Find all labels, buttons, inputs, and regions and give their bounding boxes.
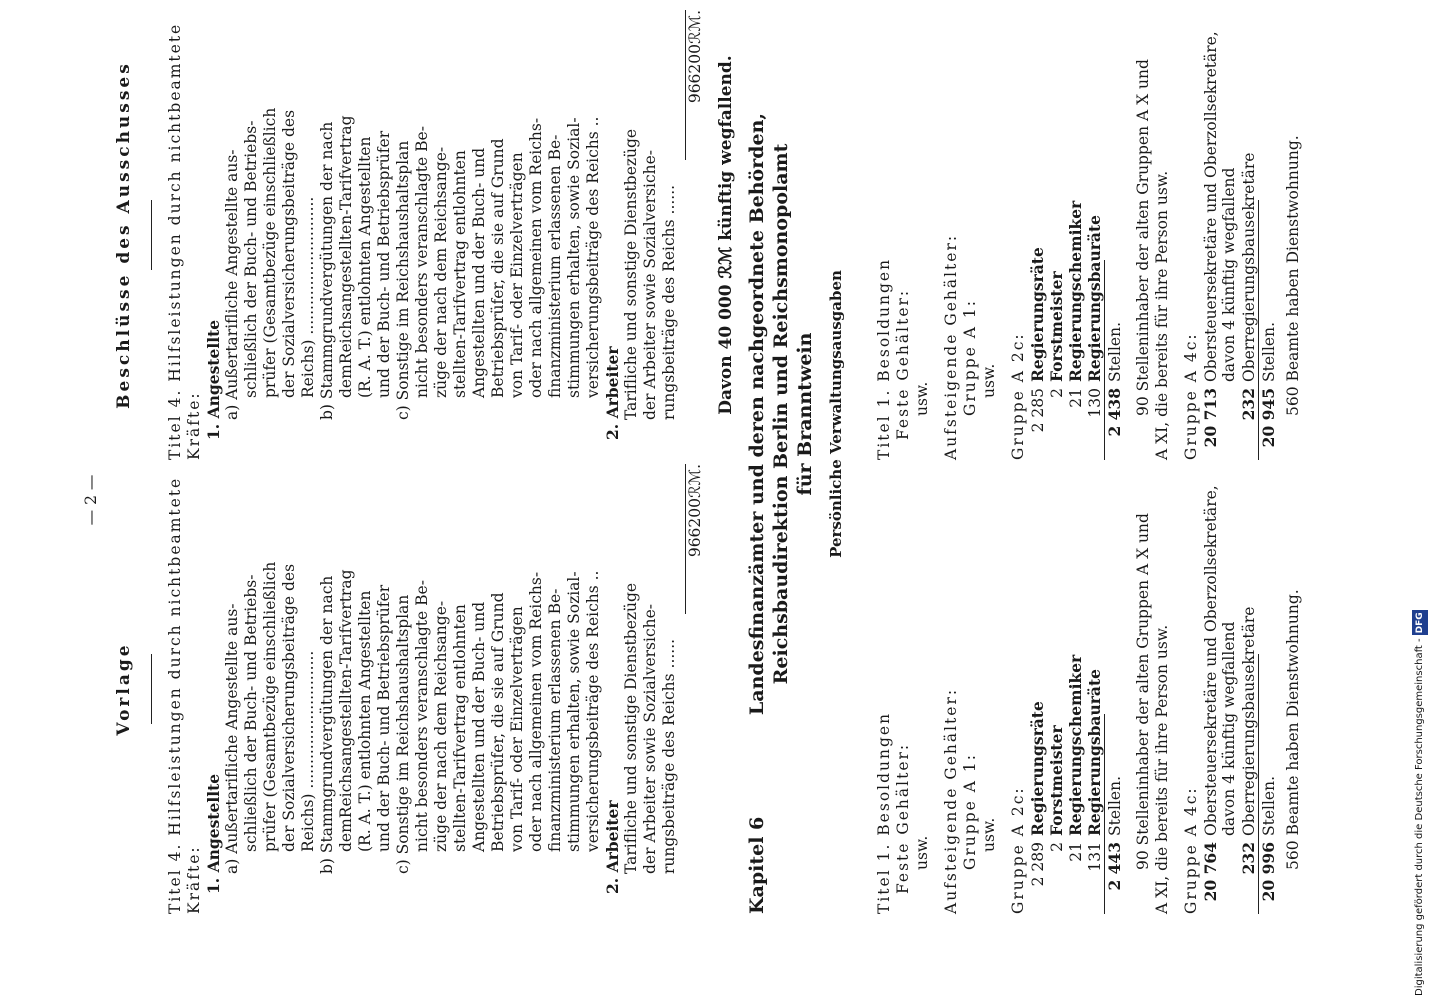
kapitel-title-3: für Branntwein: [794, 332, 816, 496]
pos-c-line: c) Sonstige im Reichshaushaltsplan: [394, 594, 412, 874]
pos-c-line: c) Sonstige im Reichshaushaltsplan: [394, 140, 412, 420]
titel-1: Titel 1. Besoldungen: [875, 711, 893, 914]
page-number: — 2 —: [82, 474, 100, 526]
beschluesse-heading: Beschlüsse des Ausschusses: [114, 61, 134, 409]
a4c-title: Oberregierungsbausekretäre: [1240, 606, 1258, 836]
a2c-row: [1085, 215, 1105, 460]
arbeiter-line: rungsbeiträge des Reichs ......: [660, 638, 678, 874]
stellen-label: Stellen.: [1106, 321, 1124, 382]
note-90-line2: A XI, die bereits für ihre Person usw.: [1153, 624, 1171, 914]
a2c-total-row: [1105, 474, 1124, 914]
total-row: [685, 10, 705, 160]
stellen-label: Stellen.: [1260, 775, 1278, 836]
item-angestellte: 1. Angestellte: [204, 319, 223, 440]
a2c-row: [1047, 474, 1066, 914]
a4c-row: [1220, 474, 1239, 914]
a4c-title: davon 4 künftig wegfallend: [1220, 167, 1238, 382]
spacer: [999, 474, 1009, 914]
spacer: [932, 20, 942, 460]
a2c-count: 2: [1048, 388, 1066, 398]
pos-a-line: der Sozialversicherungsbeiträge des: [280, 563, 298, 852]
pos-c-line: versicherungsbeiträge des Reichs ..: [584, 116, 602, 398]
a4c-row: [1220, 20, 1239, 460]
pos-c-line: von Tarif- oder Einzelverträgen: [508, 152, 526, 398]
pos-c-line: stimmungen erhalten, sowie Sozial-: [565, 117, 583, 398]
a2c-title: Regierungschemiker: [1066, 654, 1085, 836]
beschluesse-kapitel-column: [875, 20, 1303, 460]
a4c-title: Obersteuersekretäre und Oberzollsekretäre,: [1202, 31, 1220, 382]
a4c-row: [1201, 474, 1220, 914]
pos-c-line: oder nach allgemeinen vom Reichs-: [527, 117, 545, 398]
item-arbeiter: 2. Arbeiter: [603, 800, 622, 894]
heading-rule: [151, 654, 152, 724]
pos-b-line: und der Buch- und Betriebsprüfer: [375, 130, 393, 398]
a4c-count: 20 764: [1201, 842, 1220, 902]
a4c-total: 20 945: [1259, 388, 1278, 448]
aufsteigende-gehaelter: Aufsteigende Gehälter:: [942, 233, 960, 460]
pos-a-line: a) Außertarifliche Angestellte aus-: [223, 149, 241, 420]
a2c-total: 2 438: [1105, 388, 1124, 437]
a4c-title: Oberregierungsbausekretäre: [1240, 152, 1258, 382]
a2c-count: 2 289: [1029, 842, 1047, 887]
arbeiter-line: Tarifliche und sonstige Dienstbezüge: [622, 582, 640, 874]
a4c-total: 20 996: [1259, 842, 1278, 902]
a2c-title: Regierungsräte: [1028, 247, 1047, 382]
gruppe-a4c: Gruppe A 4c:: [1182, 786, 1200, 914]
item-arbeiter: 2. Arbeiter: [603, 346, 622, 440]
kapitel-label: Kapitel 6: [746, 816, 768, 914]
usw: usw.: [913, 835, 931, 870]
pos-c-line: finanzministerium erlassenen Be-: [546, 588, 564, 852]
pos-c-line: stellten-Tarifvertrag entlohnten: [451, 150, 469, 398]
total-amount: 966200: [686, 498, 704, 558]
a4c-row: [1201, 20, 1220, 460]
pos-c-line: nicht besonders veranschlagte Be-: [413, 580, 431, 852]
pos-a-line: prüfer (Gesamtbezüge einschließlich: [261, 107, 279, 398]
vorlage-column: [115, 464, 705, 914]
a2c-title: Regierungsbauräte: [1085, 669, 1104, 836]
kapitel-title-2: Reichsbaudirektion Berlin und Reichsmonopolamt: [770, 143, 792, 685]
a2c-count: 130: [1086, 388, 1104, 418]
arbeiter-line: der Arbeiter sowie Sozialversiche-: [641, 149, 659, 420]
a2c-title: Forstmeister: [1047, 271, 1066, 382]
pos-c-line: Betriebsprüfer, die sie auf Grund: [489, 138, 507, 398]
pos-b-line: und der Buch- und Betriebsprüfer: [375, 584, 393, 852]
pos-c-line: stimmungen erhalten, sowie Sozial-: [565, 571, 583, 852]
pos-c-line: züge der nach dem Reichsange-: [432, 146, 450, 398]
usw: usw.: [980, 817, 998, 852]
note-90-line1: 90 Stelleninhaber der alten Gruppen A X und: [1134, 513, 1152, 870]
stellen-label: Stellen.: [1260, 321, 1278, 382]
spacer: [1124, 474, 1134, 914]
sidebar-credit-text: Digitalisierung gefördert durch die Deutsche Forschungsgemeinschaft -: [1414, 638, 1425, 996]
feste-gehaelter: Feste Gehälter:: [894, 288, 912, 440]
spacer: [1172, 20, 1182, 460]
heading-rule: [151, 200, 152, 270]
arbeiter-line: rungsbeiträge des Reichs ......: [660, 184, 678, 420]
a2c-title: Regierungsbauräte: [1085, 215, 1104, 382]
a4c-total-row: [1259, 20, 1278, 460]
a4c-total-row: [1259, 474, 1278, 914]
total-row: [685, 464, 705, 614]
pos-a-line: a) Außertarifliche Angestellte aus-: [223, 603, 241, 874]
pos-b-line: b) Stammgrundvergütungen der nach: [318, 575, 336, 874]
pos-a-line: der Sozialversicherungsbeiträge des: [280, 109, 298, 398]
a2c-row: [1066, 20, 1085, 460]
gruppe-a4c: Gruppe A 4c:: [1182, 332, 1200, 460]
sidebar-credit: [1412, 1, 1428, 996]
pos-c-line: stellten-Tarifvertrag entlohnten: [451, 604, 469, 852]
titel-1: Titel 1. Besoldungen: [875, 257, 893, 460]
a2c-row: [1047, 20, 1066, 460]
titel-4: Titel 4. Hilfsleistungen durch nichtbeamtete Kräfte:: [166, 476, 203, 914]
pos-a-line: Reichs) ............................: [299, 196, 317, 398]
a2c-row: [1085, 669, 1105, 914]
pos-c-line: Angestellten und der Buch- und: [470, 601, 488, 852]
a2c-title: Regierungsräte: [1028, 701, 1047, 836]
pos-b-line: b) Stammgrundvergütungen der nach: [318, 121, 336, 420]
dfg-logo: DFG: [1412, 610, 1428, 635]
a2c-title: Regierungschemiker: [1066, 200, 1085, 382]
beschluesse-column: [115, 10, 736, 460]
pos-b-line: demReichsangestellten-Tarifvertrag: [337, 569, 355, 852]
kapitel-title-1: Landesfinanzämter und deren nachgeordnete Behörden,: [746, 112, 768, 716]
usw: usw.: [913, 381, 931, 416]
a4c-title: davon 4 künftig wegfallend: [1220, 621, 1238, 836]
a2c-count: 21: [1067, 842, 1085, 862]
spacer: [999, 20, 1009, 460]
a4c-count: 232: [1239, 842, 1258, 875]
dienstwohnung-note: 560 Beamte haben Dienstwohnung.: [1284, 135, 1302, 416]
a2c-total: 2 443: [1105, 842, 1124, 891]
pos-c-line: versicherungsbeiträge des Reichs ..: [584, 570, 602, 852]
total-unit: ℛℳ.: [686, 464, 704, 498]
total-amount: 966200: [686, 44, 704, 104]
pos-b-line: demReichsangestellten-Tarifvertrag: [337, 115, 355, 398]
gruppe-a2c: Gruppe A 2c:: [1009, 332, 1027, 460]
usw: usw.: [980, 363, 998, 398]
spacer: [932, 474, 942, 914]
a2c-count: 2: [1048, 842, 1066, 852]
a2c-row: [1066, 474, 1085, 914]
a2c-title: Forstmeister: [1047, 725, 1066, 836]
davon-note: Davon 40 000 ℛℳ künftig wegfallend.: [716, 55, 736, 415]
a2c-total-row: [1105, 20, 1124, 460]
pos-b-line: (R. A. T.) entlohnten Angestellten: [356, 136, 374, 398]
a2c-count: 21: [1067, 388, 1085, 408]
pos-c-line: Betriebsprüfer, die sie auf Grund: [489, 592, 507, 852]
a4c-row: [1239, 606, 1259, 914]
note-90-line1: 90 Stelleninhaber der alten Gruppen A X und: [1134, 59, 1152, 416]
pos-b-line: (R. A. T.) entlohnten Angestellten: [356, 590, 374, 852]
stellen-label: Stellen.: [1106, 775, 1124, 836]
dienstwohnung-note: 560 Beamte haben Dienstwohnung.: [1284, 589, 1302, 870]
pos-c-line: Angestellten und der Buch- und: [470, 147, 488, 398]
a4c-row: [1239, 152, 1259, 460]
a2c-count: 131: [1086, 842, 1104, 872]
feste-gehaelter: Feste Gehälter:: [894, 742, 912, 894]
pos-c-line: finanzministerium erlassenen Be-: [546, 134, 564, 398]
gruppe-a1: Gruppe A 1:: [961, 299, 979, 416]
pos-c-line: nicht besonders veranschlagte Be-: [413, 126, 431, 398]
pos-c-line: züge der nach dem Reichsange-: [432, 600, 450, 852]
vorlage-heading: Vorlage: [114, 642, 134, 736]
total-unit: ℛℳ.: [686, 10, 704, 44]
pos-a-line: schließlich der Buch- und Betriebs-: [242, 574, 260, 852]
a4c-count: 20 713: [1201, 388, 1220, 448]
kapitel-subtitle: Persönliche Verwaltungsausgaben: [827, 270, 845, 558]
spacer: [1124, 20, 1134, 460]
pos-c-line: oder nach allgemeinen vom Reichs-: [527, 571, 545, 852]
arbeiter-line: Tarifliche und sonstige Dienstbezüge: [622, 128, 640, 420]
a2c-row: [1028, 474, 1047, 914]
gruppe-a2c: Gruppe A 2c:: [1009, 786, 1027, 914]
note-90-line2: A XI, die bereits für ihre Person usw.: [1153, 170, 1171, 460]
item-angestellte: 1. Angestellte: [204, 773, 223, 894]
a2c-row: [1028, 20, 1047, 460]
a2c-count: 2 285: [1029, 388, 1047, 433]
aufsteigende-gehaelter: Aufsteigende Gehälter:: [942, 687, 960, 914]
kapitel-header: [745, 4, 846, 914]
pos-a-line: Reichs) ............................: [299, 650, 317, 852]
pos-a-line: prüfer (Gesamtbezüge einschließlich: [261, 561, 279, 852]
spacer: [1172, 474, 1182, 914]
pos-c-line: von Tarif- oder Einzelverträgen: [508, 606, 526, 852]
vorlage-kapitel-column: [875, 474, 1303, 914]
arbeiter-line: der Arbeiter sowie Sozialversiche-: [641, 603, 659, 874]
gruppe-a1: Gruppe A 1:: [961, 753, 979, 870]
titel-4: Titel 4. Hilfsleistungen durch nichtbeamtete Kräfte:: [166, 22, 203, 460]
pos-a-line: schließlich der Buch- und Betriebs-: [242, 120, 260, 398]
a4c-count: 232: [1239, 388, 1258, 421]
a4c-title: Obersteuersekretäre und Oberzollsekretäre,: [1202, 485, 1220, 836]
